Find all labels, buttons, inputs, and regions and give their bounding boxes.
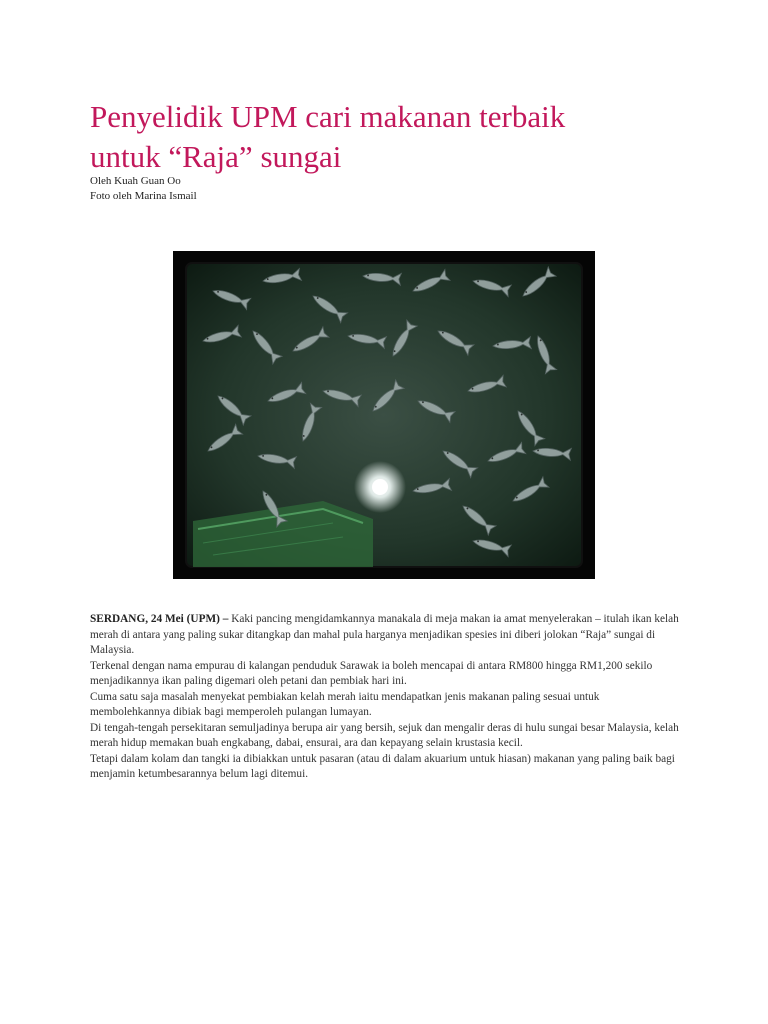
title-line-2: untuk “Raja” sungai: [90, 139, 342, 174]
paragraph-5: Tetapi dalam kolam dan tangki ia dibiakkan untuk pasaran (atau di dalam akuarium untuk hiasan) makanan yang paling baik bagi menjamin ketumbesarannya belum lagi ditemui.: [90, 752, 675, 780]
paragraph-3: Cuma satu saja masalah menyekat pembiakan kelah merah iaitu mendapatkan jenis makanan paling sesuai untuk membolehkannya dibiak bagi memperoleh pulangan lumayan.: [90, 690, 600, 718]
paragraph-1: [90, 612, 682, 659]
article-body: [90, 612, 682, 783]
paragraph-2: Terkenal dengan nama empurau di kalangan penduduk Sarawak ia boleh mencapai di antara RM800 hingga RM1,200 sekilo menjadikannya ikan paling digemari oleh petani dan pembiak hari ini.: [90, 659, 653, 687]
dateline: SERDANG, 24 Mei (UPM) –: [90, 613, 229, 625]
author-byline: Oleh Kuah Guan Oo: [90, 175, 181, 187]
fish-pond-photo: [173, 251, 595, 579]
photo-credit: Foto oleh Marina Ismail: [90, 190, 197, 202]
article-title: [90, 97, 690, 177]
title-line-1: Penyelidik UPM cari makanan terbaik: [90, 99, 566, 134]
fish-pond-image: [173, 251, 595, 579]
paragraph-1-text: Kaki pancing mengidamkannya manakala di meja makan ia amat menyelerakan – itulah ikan kelah merah di antara yang paling sukar ditangkap dan mahal pula harganya menjadikan spesies ini diberi jolokan “Raja” sungai di Malaysia.: [90, 613, 679, 656]
paragraph-4: Di tengah-tengah persekitaran semuljadinya berupa air yang bersih, sejuk dan mengalir deras di hulu sungai besar Malaysia, kelah merah hidup memakan buah engkabang, dabai, ensurai, ara dan kepayang selain krustasia kecil.: [90, 721, 679, 749]
